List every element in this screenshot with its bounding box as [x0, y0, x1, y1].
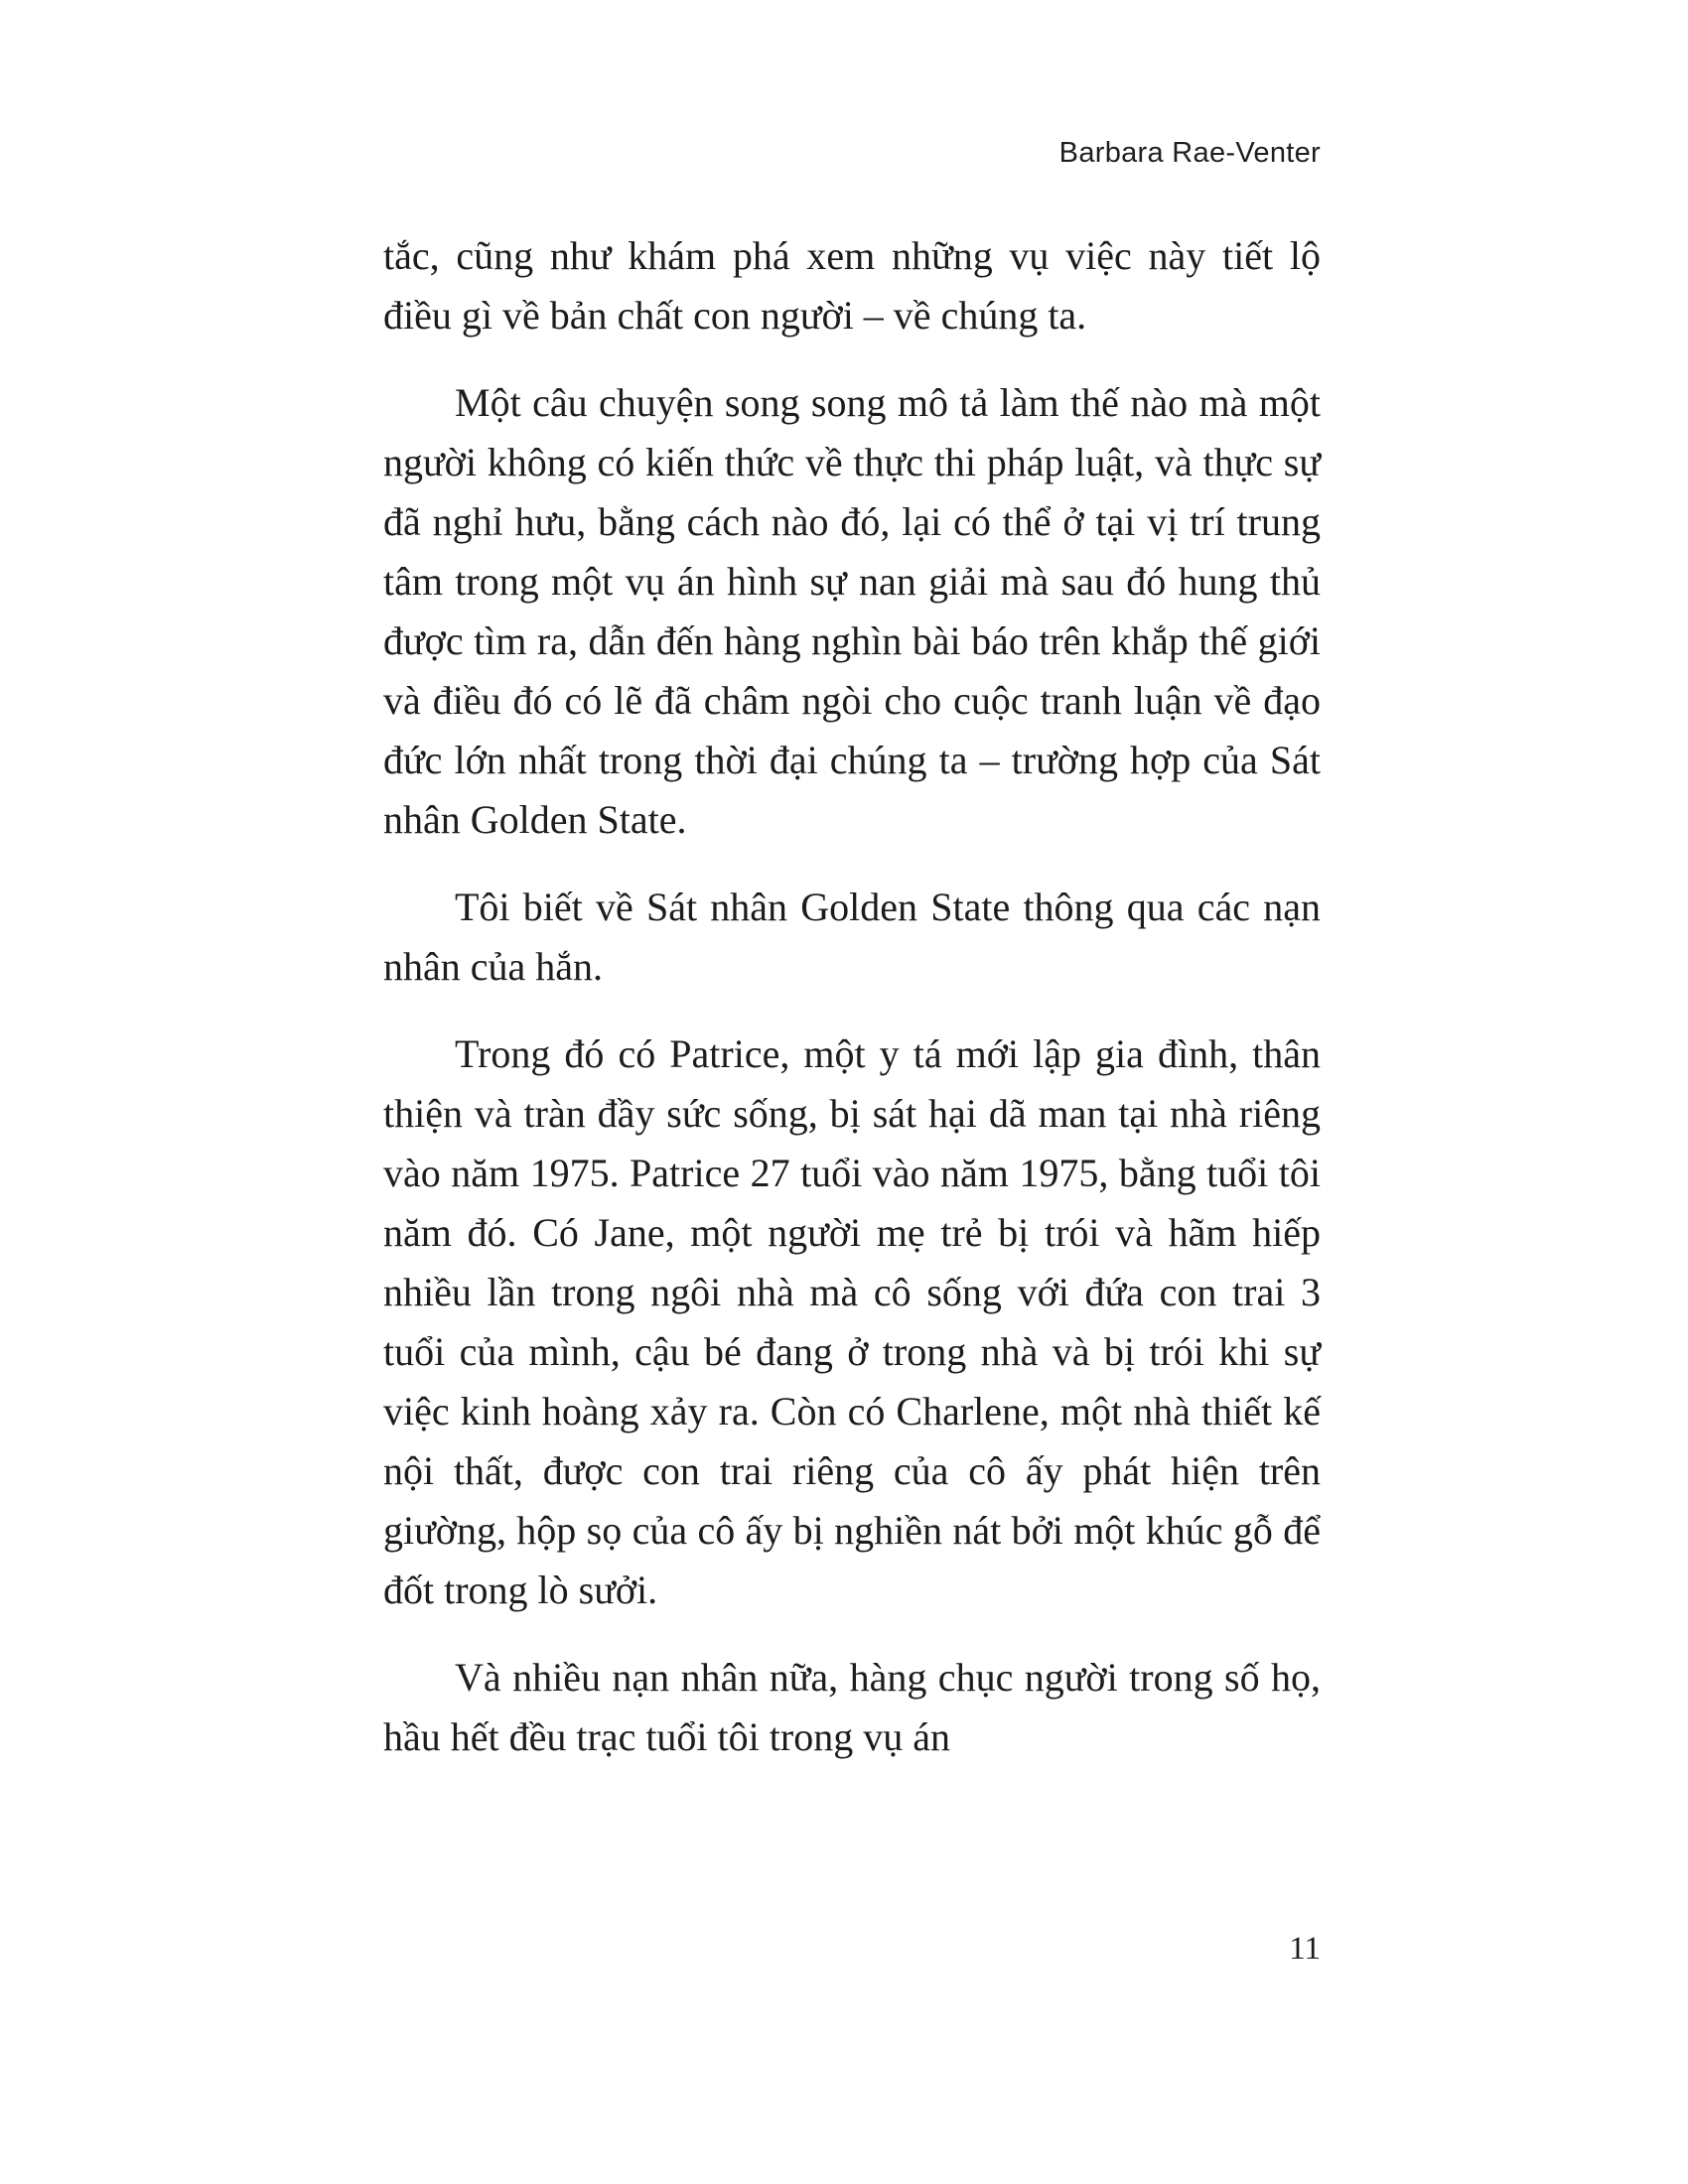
page-number: 11: [1289, 1931, 1321, 1967]
page-body-text: [383, 226, 1321, 1795]
paragraph: tắc, cũng như khám phá xem những vụ việc này tiết lộ điều gì về bản chất con người – về chúng ta.: [383, 233, 1321, 338]
paragraph: Trong đó có Patrice, một y tá mới lập gia đình, thân thiện và tràn đầy sức sống, bị sát hại dã man tại nhà riêng vào năm 1975. Patrice 27 tuổi vào năm 1975, bằng tuổi tôi năm đó. Có Jane, một người mẹ trẻ bị trói và hãm hiếp nhiều lần trong ngôi nhà mà cô sống với đứa con trai 3 tuổi của mình, cậu bé đang ở trong nhà và bị trói khi sự việc kinh hoàng xảy ra. Còn có Charlene, một nhà thiết kế nội thất, được con trai riêng của cô ấy phát hiện trên giường, hộp sọ của cô ấy bị nghiền nát bởi một khúc gỗ để đốt trong lò sưởi.: [383, 1031, 1321, 1612]
running-header-author: Barbara Rae-Venter: [1058, 137, 1321, 169]
paragraph: Và nhiều nạn nhân nữa, hàng chục người trong số họ, hầu hết đều trạc tuổi tôi trong vụ án: [383, 1655, 1321, 1759]
paragraph: Tôi biết về Sát nhân Golden State thông qua các nạn nhân của hắn.: [383, 885, 1321, 989]
paragraph: Một câu chuyện song song mô tả làm thế nào mà một người không có kiến thức về thực thi pháp luật, và thực sự đã nghỉ hưu, bằng cách nào đó, lại có thể ở tại vị trí trung tâm trong một vụ án hình sự nan giải mà sau đó hung thủ được tìm ra, dẫn đến hàng nghìn bài báo trên khắp thế giới và điều đó có lẽ đã châm ngòi cho cuộc tranh luận về đạo đức lớn nhất trong thời đại chúng ta – trường hợp của Sát nhân Golden State.: [383, 380, 1321, 842]
